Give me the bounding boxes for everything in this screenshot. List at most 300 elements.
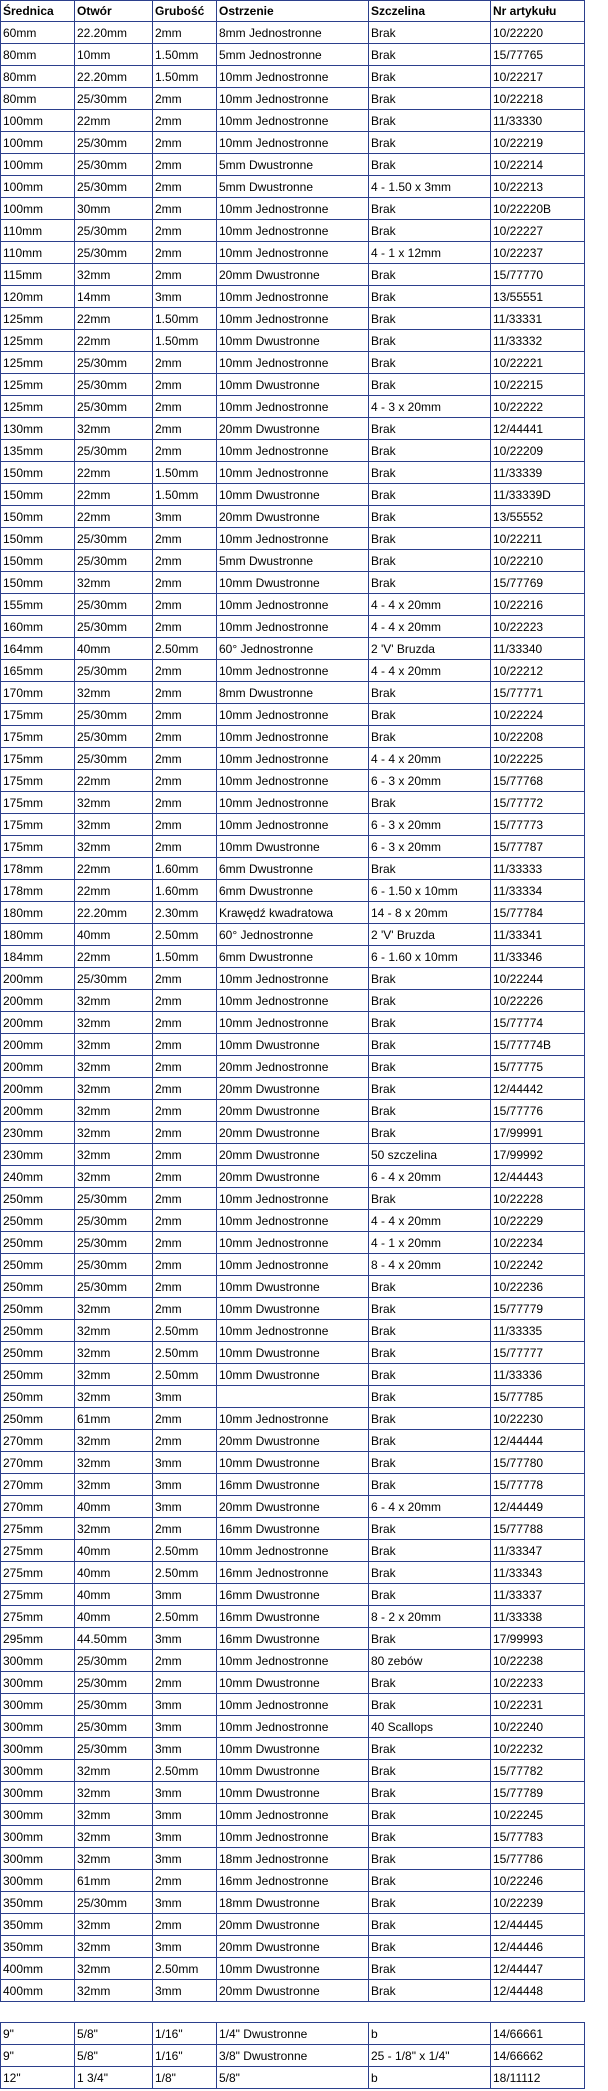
cell-grubosc: 3mm: [153, 1848, 217, 1870]
cell-otwor: 25/30mm: [75, 704, 153, 726]
cell-otwor: 25/30mm: [75, 242, 153, 264]
table-row: [1, 1848, 585, 1870]
cell-srednica: 100mm: [1, 154, 75, 176]
cell-ostrzenie: 10mm Jednostronne: [217, 308, 369, 330]
cell-ostrzenie: 20mm Dwustronne: [217, 1078, 369, 1100]
cell-szczelina: Brak: [369, 572, 491, 594]
cell-ostrzenie: 10mm Jednostronne: [217, 814, 369, 836]
table-row: [1, 44, 585, 66]
table-row: [1, 1804, 585, 1826]
cell-szczelina: Brak: [369, 1826, 491, 1848]
cell-ostrzenie: 10mm Dwustronne: [217, 484, 369, 506]
cell-grubosc: 1.50mm: [153, 330, 217, 352]
cell-ostrzenie: 16mm Dwustronne: [217, 1606, 369, 1628]
cell-srednica: 300mm: [1, 1672, 75, 1694]
table-row: [1, 1122, 585, 1144]
cell-nr-artykulu: 15/77787: [491, 836, 585, 858]
table-row: [1, 1496, 585, 1518]
table-row: [1, 220, 585, 242]
cell-nr-artykulu: 10/22220: [491, 22, 585, 44]
cell-otwor: 25/30mm: [75, 176, 153, 198]
table-row: [1, 88, 585, 110]
cell-otwor: 22mm: [75, 308, 153, 330]
cell-grubosc: 2mm: [153, 1210, 217, 1232]
header-grubosc: Grubość: [153, 1, 217, 22]
cell-otwor: 25/30mm: [75, 550, 153, 572]
cell-grubosc: 3mm: [153, 1386, 217, 1408]
cell-ostrzenie: 10mm Jednostronne: [217, 1210, 369, 1232]
table-row: [1, 286, 585, 308]
table-row: [1, 1364, 585, 1386]
cell-ostrzenie: 10mm Jednostronne: [217, 1694, 369, 1716]
table-row: [1, 1650, 585, 1672]
cell-ostrzenie: 10mm Dwustronne: [217, 374, 369, 396]
cell-ostrzenie: 6mm Dwustronne: [217, 946, 369, 968]
cell-ostrzenie: 20mm Jednostronne: [217, 1056, 369, 1078]
table-row: [1, 484, 585, 506]
table-row: [1, 968, 585, 990]
table-row: [1, 1760, 585, 1782]
table-row: [1, 1518, 585, 1540]
cell-srednica: 164mm: [1, 638, 75, 660]
cell-nr-artykulu: 15/77769: [491, 572, 585, 594]
cell-nr-artykulu: 11/33343: [491, 1562, 585, 1584]
cell-ostrzenie: 8mm Dwustronne: [217, 682, 369, 704]
cell-otwor: 32mm: [75, 1012, 153, 1034]
cell-grubosc: 2mm: [153, 88, 217, 110]
table-row: [1, 1078, 585, 1100]
cell-srednica: 125mm: [1, 330, 75, 352]
cell-otwor: 30mm: [75, 198, 153, 220]
cell-otwor: 25/30mm: [75, 1716, 153, 1738]
cell-szczelina: Brak: [369, 308, 491, 330]
table-row: [1, 594, 585, 616]
cell-otwor: 32mm: [75, 1474, 153, 1496]
cell-szczelina: Brak: [369, 1430, 491, 1452]
cell-nr-artykulu: 10/22229: [491, 1210, 585, 1232]
spacer-row: [1, 2002, 585, 2023]
cell-szczelina: Brak: [369, 1914, 491, 1936]
cell-otwor: 61mm: [75, 1870, 153, 1892]
cell-nr-artykulu: 10/22219: [491, 132, 585, 154]
cell-szczelina: Brak: [369, 1452, 491, 1474]
cell-nr-artykulu: 13/55552: [491, 506, 585, 528]
table-row: [1, 1056, 585, 1078]
cell-ostrzenie: 10mm Jednostronne: [217, 1232, 369, 1254]
cell-nr-artykulu: 10/22213: [491, 176, 585, 198]
cell-nr-artykulu: 10/22232: [491, 1738, 585, 1760]
table-row: [1, 1298, 585, 1320]
cell-otwor: 32mm: [75, 1078, 153, 1100]
cell-grubosc: 2mm: [153, 572, 217, 594]
cell-srednica: 350mm: [1, 1892, 75, 1914]
cell-otwor: 32mm: [75, 1430, 153, 1452]
table-row: [1, 1452, 585, 1474]
cell-grubosc: 2mm: [153, 1034, 217, 1056]
cell-grubosc: 2mm: [153, 352, 217, 374]
cell-srednica: 200mm: [1, 1034, 75, 1056]
cell-ostrzenie: 1/4" Dwustronne: [217, 2023, 369, 2045]
cell-nr-artykulu: 14/66662: [491, 2045, 585, 2067]
cell-ostrzenie: 20mm Dwustronne: [217, 1914, 369, 1936]
cell-otwor: 32mm: [75, 1320, 153, 1342]
cell-ostrzenie: 10mm Jednostronne: [217, 792, 369, 814]
cell-srednica: 275mm: [1, 1562, 75, 1584]
cell-ostrzenie: 10mm Jednostronne: [217, 1188, 369, 1210]
cell-grubosc: 1.50mm: [153, 462, 217, 484]
cell-otwor: 32mm: [75, 814, 153, 836]
cell-srednica: 230mm: [1, 1144, 75, 1166]
cell-nr-artykulu: 11/33346: [491, 946, 585, 968]
cell-srednica: 175mm: [1, 726, 75, 748]
table-row: [1, 1254, 585, 1276]
table-row: [1, 308, 585, 330]
cell-srednica: 100mm: [1, 110, 75, 132]
cell-szczelina: Brak: [369, 1474, 491, 1496]
cell-szczelina: Brak: [369, 1848, 491, 1870]
cell-otwor: 10mm: [75, 44, 153, 66]
cell-ostrzenie: 20mm Dwustronne: [217, 1980, 369, 2002]
cell-ostrzenie: 20mm Dwustronne: [217, 418, 369, 440]
cell-grubosc: 2mm: [153, 198, 217, 220]
cell-grubosc: 2mm: [153, 704, 217, 726]
cell-srednica: 9": [1, 2023, 75, 2045]
cell-szczelina: Brak: [369, 1034, 491, 1056]
table-row: [1, 1320, 585, 1342]
cell-grubosc: 2mm: [153, 616, 217, 638]
spacer-section: [1, 2002, 585, 2023]
cell-ostrzenie: 10mm Dwustronne: [217, 1958, 369, 1980]
cell-srednica: 150mm: [1, 572, 75, 594]
cell-nr-artykulu: 17/99991: [491, 1122, 585, 1144]
cell-otwor: 22.20mm: [75, 22, 153, 44]
cell-nr-artykulu: 10/22214: [491, 154, 585, 176]
cell-grubosc: 3mm: [153, 1584, 217, 1606]
table-row: [1, 1342, 585, 1364]
cell-srednica: 80mm: [1, 66, 75, 88]
cell-szczelina: Brak: [369, 1012, 491, 1034]
cell-srednica: 178mm: [1, 880, 75, 902]
cell-nr-artykulu: 10/22242: [491, 1254, 585, 1276]
cell-nr-artykulu: 15/77785: [491, 1386, 585, 1408]
table-row: [1, 506, 585, 528]
cell-srednica: 300mm: [1, 1826, 75, 1848]
cell-nr-artykulu: 10/22240: [491, 1716, 585, 1738]
cell-ostrzenie: 10mm Jednostronne: [217, 286, 369, 308]
cell-grubosc: 3mm: [153, 1738, 217, 1760]
cell-otwor: 22mm: [75, 506, 153, 528]
cell-ostrzenie: 10mm Jednostronne: [217, 198, 369, 220]
cell-srednica: 80mm: [1, 44, 75, 66]
cell-ostrzenie: 10mm Dwustronne: [217, 1452, 369, 1474]
cell-srednica: 175mm: [1, 770, 75, 792]
cell-otwor: 32mm: [75, 1518, 153, 1540]
cell-srednica: 150mm: [1, 506, 75, 528]
cell-szczelina: Brak: [369, 1936, 491, 1958]
cell-szczelina: Brak: [369, 1276, 491, 1298]
cell-ostrzenie: 10mm Jednostronne: [217, 990, 369, 1012]
cell-szczelina: Brak: [369, 264, 491, 286]
cell-srednica: 275mm: [1, 1518, 75, 1540]
table-row: [1, 1716, 585, 1738]
cell-srednica: 200mm: [1, 990, 75, 1012]
cell-otwor: 32mm: [75, 1122, 153, 1144]
cell-srednica: 125mm: [1, 308, 75, 330]
cell-nr-artykulu: 10/22209: [491, 440, 585, 462]
cell-szczelina: 80 zebów: [369, 1650, 491, 1672]
table-row: [1, 1188, 585, 1210]
cell-szczelina: Brak: [369, 1188, 491, 1210]
cell-otwor: 32mm: [75, 1782, 153, 1804]
cell-srednica: 184mm: [1, 946, 75, 968]
cell-srednica: 120mm: [1, 286, 75, 308]
cell-grubosc: 1/16": [153, 2023, 217, 2045]
table-row: [1, 2067, 585, 2089]
cell-otwor: 22.20mm: [75, 902, 153, 924]
cell-otwor: 32mm: [75, 1056, 153, 1078]
cell-nr-artykulu: 10/22237: [491, 242, 585, 264]
cell-szczelina: Brak: [369, 1298, 491, 1320]
cell-otwor: 25/30mm: [75, 1254, 153, 1276]
cell-nr-artykulu: 15/77768: [491, 770, 585, 792]
cell-szczelina: Brak: [369, 88, 491, 110]
cell-ostrzenie: 10mm Jednostronne: [217, 704, 369, 726]
cell-otwor: 32mm: [75, 1452, 153, 1474]
cell-srednica: 300mm: [1, 1848, 75, 1870]
cell-nr-artykulu: 10/22224: [491, 704, 585, 726]
cell-srednica: 400mm: [1, 1958, 75, 1980]
cell-szczelina: Brak: [369, 704, 491, 726]
cell-szczelina: 6 - 1.60 x 10mm: [369, 946, 491, 968]
cell-srednica: 270mm: [1, 1474, 75, 1496]
cell-grubosc: 2mm: [153, 154, 217, 176]
cell-grubosc: 2mm: [153, 1298, 217, 1320]
cell-srednica: 110mm: [1, 220, 75, 242]
cell-szczelina: Brak: [369, 1628, 491, 1650]
cell-otwor: 40mm: [75, 1562, 153, 1584]
cell-nr-artykulu: 10/22234: [491, 1232, 585, 1254]
cell-srednica: 100mm: [1, 132, 75, 154]
cell-grubosc: 1.50mm: [153, 66, 217, 88]
table-row: [1, 990, 585, 1012]
cell-ostrzenie: 10mm Jednostronne: [217, 1826, 369, 1848]
cell-srednica: 300mm: [1, 1870, 75, 1892]
cell-szczelina: Brak: [369, 726, 491, 748]
cell-grubosc: 2mm: [153, 1914, 217, 1936]
cell-otwor: 25/30mm: [75, 88, 153, 110]
cell-ostrzenie: 10mm Jednostronne: [217, 528, 369, 550]
cell-otwor: 22mm: [75, 770, 153, 792]
cell-nr-artykulu: 15/77774B: [491, 1034, 585, 1056]
header-srednica: Średnica: [1, 1, 75, 22]
cell-szczelina: b: [369, 2023, 491, 2045]
cell-srednica: 270mm: [1, 1496, 75, 1518]
table-row: [1, 528, 585, 550]
cell-nr-artykulu: 11/33337: [491, 1584, 585, 1606]
cell-ostrzenie: 10mm Jednostronne: [217, 1650, 369, 1672]
cell-ostrzenie: 20mm Dwustronne: [217, 1496, 369, 1518]
cell-srednica: 135mm: [1, 440, 75, 462]
table-row: [1, 1914, 585, 1936]
cell-srednica: 178mm: [1, 858, 75, 880]
cell-ostrzenie: 10mm Dwustronne: [217, 1738, 369, 1760]
cell-otwor: 25/30mm: [75, 1276, 153, 1298]
cell-ostrzenie: 10mm Dwustronne: [217, 1342, 369, 1364]
cell-grubosc: 2mm: [153, 1870, 217, 1892]
cell-grubosc: 2mm: [153, 594, 217, 616]
cell-szczelina: 6 - 3 x 20mm: [369, 814, 491, 836]
cell-grubosc: 2mm: [153, 660, 217, 682]
cell-grubosc: 2mm: [153, 264, 217, 286]
cell-otwor: 22mm: [75, 946, 153, 968]
table-row: [1, 154, 585, 176]
cell-ostrzenie: 10mm Jednostronne: [217, 1320, 369, 1342]
cell-srednica: 175mm: [1, 792, 75, 814]
cell-otwor: 25/30mm: [75, 1892, 153, 1914]
header-nr-artykulu: Nr artykułu: [491, 1, 585, 22]
cell-szczelina: 6 - 4 x 20mm: [369, 1166, 491, 1188]
cell-nr-artykulu: 15/77778: [491, 1474, 585, 1496]
table-row: [1, 22, 585, 44]
cell-grubosc: 2mm: [153, 990, 217, 1012]
cell-ostrzenie: [217, 1386, 369, 1408]
table-row: [1, 814, 585, 836]
table-row: [1, 1694, 585, 1716]
cell-srednica: 240mm: [1, 1166, 75, 1188]
cell-srednica: 300mm: [1, 1760, 75, 1782]
cell-otwor: 25/30mm: [75, 660, 153, 682]
cell-otwor: 32mm: [75, 1298, 153, 1320]
table-row: [1, 1606, 585, 1628]
cell-otwor: 25/30mm: [75, 132, 153, 154]
cell-grubosc: 3mm: [153, 1782, 217, 1804]
cell-szczelina: Brak: [369, 352, 491, 374]
cell-nr-artykulu: 15/77777: [491, 1342, 585, 1364]
cell-nr-artykulu: 12/44446: [491, 1936, 585, 1958]
table-row: [1, 1100, 585, 1122]
cell-otwor: 32mm: [75, 1826, 153, 1848]
cell-nr-artykulu: 10/22212: [491, 660, 585, 682]
cell-srednica: 400mm: [1, 1980, 75, 2002]
cell-nr-artykulu: 15/77771: [491, 682, 585, 704]
cell-ostrzenie: 10mm Dwustronne: [217, 1760, 369, 1782]
cell-szczelina: 4 - 4 x 20mm: [369, 1210, 491, 1232]
cell-szczelina: 4 - 4 x 20mm: [369, 748, 491, 770]
cell-szczelina: Brak: [369, 154, 491, 176]
cell-nr-artykulu: 15/77773: [491, 814, 585, 836]
cell-nr-artykulu: 15/77775: [491, 1056, 585, 1078]
cell-otwor: 44.50mm: [75, 1628, 153, 1650]
table-row: [1, 440, 585, 462]
cell-ostrzenie: 10mm Dwustronne: [217, 1298, 369, 1320]
cell-grubosc: 2mm: [153, 1166, 217, 1188]
cell-otwor: 25/30mm: [75, 220, 153, 242]
cell-ostrzenie: Krawędź kwadratowa: [217, 902, 369, 924]
cell-otwor: 40mm: [75, 638, 153, 660]
cell-srednica: 300mm: [1, 1738, 75, 1760]
cell-szczelina: Brak: [369, 132, 491, 154]
cell-ostrzenie: 10mm Jednostronne: [217, 748, 369, 770]
table-row: [1, 616, 585, 638]
cell-srednica: 180mm: [1, 902, 75, 924]
cell-grubosc: 2.50mm: [153, 924, 217, 946]
cell-nr-artykulu: 15/77786: [491, 1848, 585, 1870]
cell-otwor: 32mm: [75, 1342, 153, 1364]
cell-szczelina: Brak: [369, 462, 491, 484]
table-row: [1, 1980, 585, 2002]
cell-grubosc: 3mm: [153, 286, 217, 308]
cell-otwor: 32mm: [75, 1804, 153, 1826]
table-row: [1, 792, 585, 814]
cell-otwor: 32mm: [75, 1914, 153, 1936]
cell-szczelina: Brak: [369, 1584, 491, 1606]
cell-srednica: 250mm: [1, 1210, 75, 1232]
table-row: [1, 880, 585, 902]
table-row: [1, 946, 585, 968]
cell-otwor: 22mm: [75, 462, 153, 484]
imperial-rows: [1, 2023, 585, 2089]
cell-grubosc: 3mm: [153, 1452, 217, 1474]
cell-nr-artykulu: 11/33331: [491, 308, 585, 330]
cell-szczelina: 2 'V' Bruzda: [369, 924, 491, 946]
table-row: [1, 1540, 585, 1562]
cell-srednica: 12": [1, 2067, 75, 2089]
table-row: [1, 1474, 585, 1496]
cell-nr-artykulu: 13/55551: [491, 286, 585, 308]
cell-grubosc: 2.50mm: [153, 1760, 217, 1782]
cell-ostrzenie: 10mm Jednostronne: [217, 1540, 369, 1562]
table-row: [1, 1782, 585, 1804]
table-row: [1, 330, 585, 352]
cell-szczelina: Brak: [369, 792, 491, 814]
cell-nr-artykulu: 12/44449: [491, 1496, 585, 1518]
cell-grubosc: 2.50mm: [153, 1364, 217, 1386]
cell-grubosc: 2mm: [153, 418, 217, 440]
cell-grubosc: 2mm: [153, 1012, 217, 1034]
cell-ostrzenie: 3/8" Dwustronne: [217, 2045, 369, 2067]
cell-szczelina: Brak: [369, 1386, 491, 1408]
cell-ostrzenie: 10mm Jednostronne: [217, 242, 369, 264]
cell-grubosc: 2mm: [153, 1188, 217, 1210]
table-row: [1, 110, 585, 132]
cell-szczelina: Brak: [369, 1056, 491, 1078]
cell-nr-artykulu: 11/33339: [491, 462, 585, 484]
cell-ostrzenie: 10mm Dwustronne: [217, 1034, 369, 1056]
cell-szczelina: Brak: [369, 506, 491, 528]
cell-ostrzenie: 10mm Jednostronne: [217, 462, 369, 484]
table-row: [1, 1892, 585, 1914]
cell-nr-artykulu: 10/22236: [491, 1276, 585, 1298]
cell-szczelina: Brak: [369, 1078, 491, 1100]
table-row: [1, 1672, 585, 1694]
cell-srednica: 250mm: [1, 1364, 75, 1386]
cell-otwor: 25/30mm: [75, 1738, 153, 1760]
cell-nr-artykulu: 10/22244: [491, 968, 585, 990]
table-row: [1, 396, 585, 418]
cell-srednica: 150mm: [1, 528, 75, 550]
cell-srednica: 125mm: [1, 396, 75, 418]
cell-ostrzenie: 10mm Dwustronne: [217, 1364, 369, 1386]
cell-szczelina: Brak: [369, 66, 491, 88]
cell-nr-artykulu: 17/99992: [491, 1144, 585, 1166]
cell-nr-artykulu: 15/77770: [491, 264, 585, 286]
cell-szczelina: 4 - 4 x 20mm: [369, 594, 491, 616]
table-row: [1, 2023, 585, 2045]
cell-szczelina: Brak: [369, 484, 491, 506]
cell-ostrzenie: 10mm Jednostronne: [217, 1804, 369, 1826]
cell-szczelina: 6 - 1.50 x 10mm: [369, 880, 491, 902]
cell-srednica: 250mm: [1, 1408, 75, 1430]
